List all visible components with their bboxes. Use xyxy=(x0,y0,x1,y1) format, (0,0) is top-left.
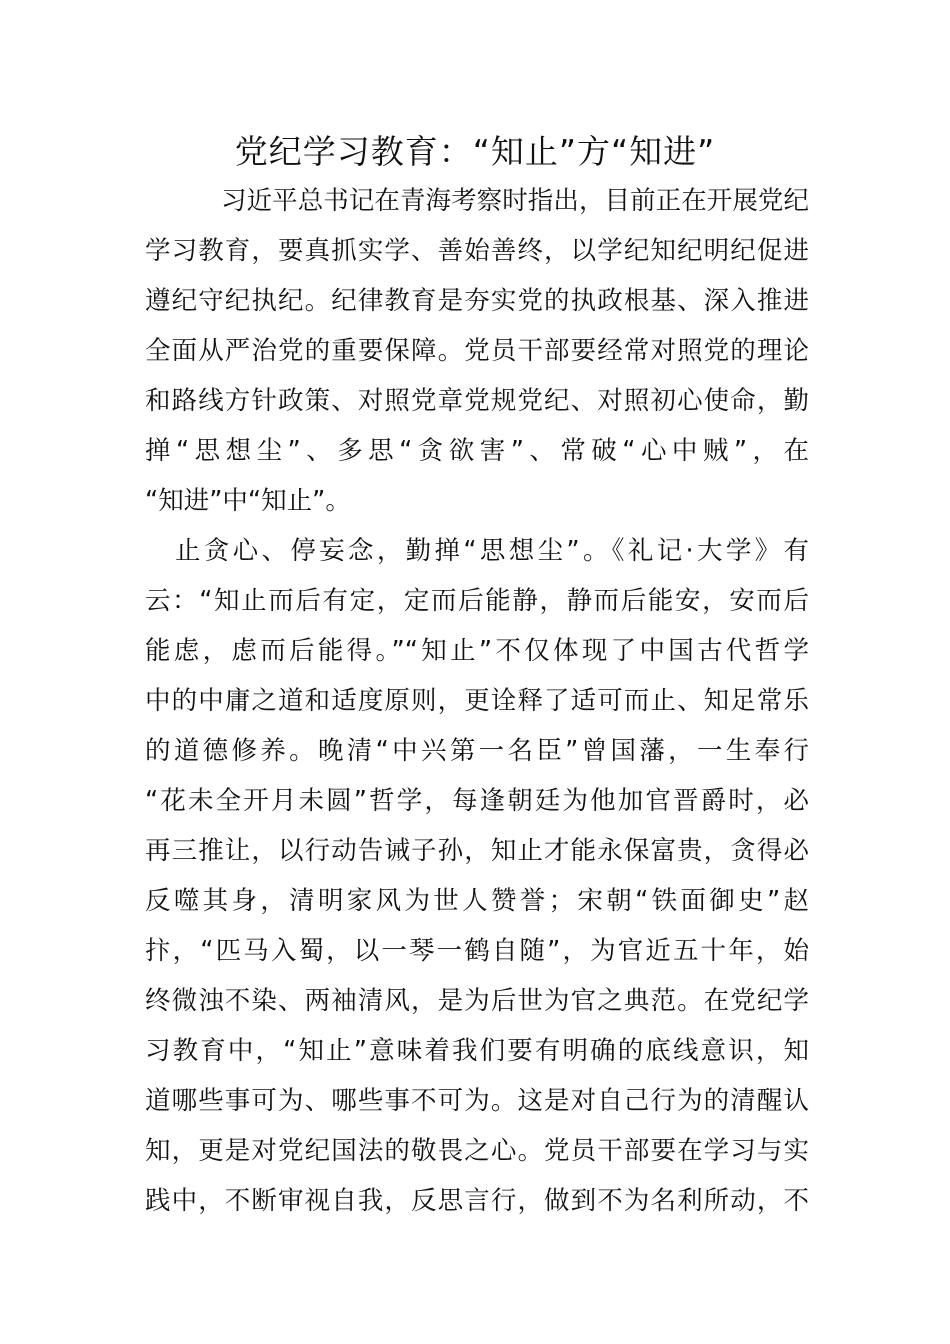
paragraph-line: 云：“知止而后有定，定而后能静，静而后能安，安而后 xyxy=(145,586,809,616)
document-body xyxy=(145,176,809,1226)
paragraph-line: 掸“思想尘”、多思“贪欲害”、常破“心中贼”，在 xyxy=(145,436,809,466)
paragraph-line: “花未全开月未圆”哲学，每逢朝廷为他加官晋爵时，必 xyxy=(145,786,809,816)
paragraph-line: 反噬其身，清明家风为世人赞誉；宋朝“铁面御史”赵 xyxy=(145,886,809,916)
paragraph-line: 能虑，虑而后能得。”“知止”不仅体现了中国古代哲学 xyxy=(145,636,809,666)
paragraph-line: 的道德修养。晚清“中兴第一名臣”曾国藩，一生奉行 xyxy=(145,736,809,766)
paragraph-line: 全面从严治党的重要保障。党员干部要经常对照党的理论 xyxy=(145,336,809,366)
paragraph-line: 道哪些事可为、哪些事不可为。这是对自己行为的清醒认 xyxy=(145,1086,809,1116)
paragraph-line: 遵纪守纪执纪。纪律教育是夯实党的执政根基、深入推进 xyxy=(145,286,809,316)
paragraph-line: 学习教育，要真抓实学、善始善终，以学纪知纪明纪促进 xyxy=(145,236,809,266)
paragraph-line: 践中，不断审视自我，反思言行，做到不为名利所动，不 xyxy=(145,1186,809,1216)
paragraph-line: 习近平总书记在青海考察时指出，目前正在开展党纪 xyxy=(221,186,809,216)
paragraph-line: 再三推让，以行动告诫子孙，知止才能永保富贵，贪得必 xyxy=(145,836,809,866)
document-title: 党纪学习教育：“知止”方“知进” xyxy=(234,132,716,171)
paragraph-line: 和路线方针政策、对照党章党规党纪、对照初心使命，勤 xyxy=(145,386,809,416)
paragraph-line: 中的中庸之道和适度原则，更诠释了适可而止、知足常乐 xyxy=(145,686,809,716)
paragraph-line: 知，更是对党纪国法的敬畏之心。党员干部要在学习与实 xyxy=(145,1136,809,1166)
paragraph-line: 习教育中，“知止”意味着我们要有明确的底线意识，知 xyxy=(145,1036,809,1066)
paragraph-line: 止贪心、停妄念，勤掸“思想尘”。《礼记·大学》有 xyxy=(175,536,809,566)
paragraph-line: “知进”中“知止”。 xyxy=(145,486,351,516)
paragraph-line: 终微浊不染、两袖清风，是为后世为官之典范。在党纪学 xyxy=(145,986,809,1016)
paragraph-line: 抃，“匹马入蜀，以一琴一鹤自随”，为官近五十年，始 xyxy=(145,936,809,966)
